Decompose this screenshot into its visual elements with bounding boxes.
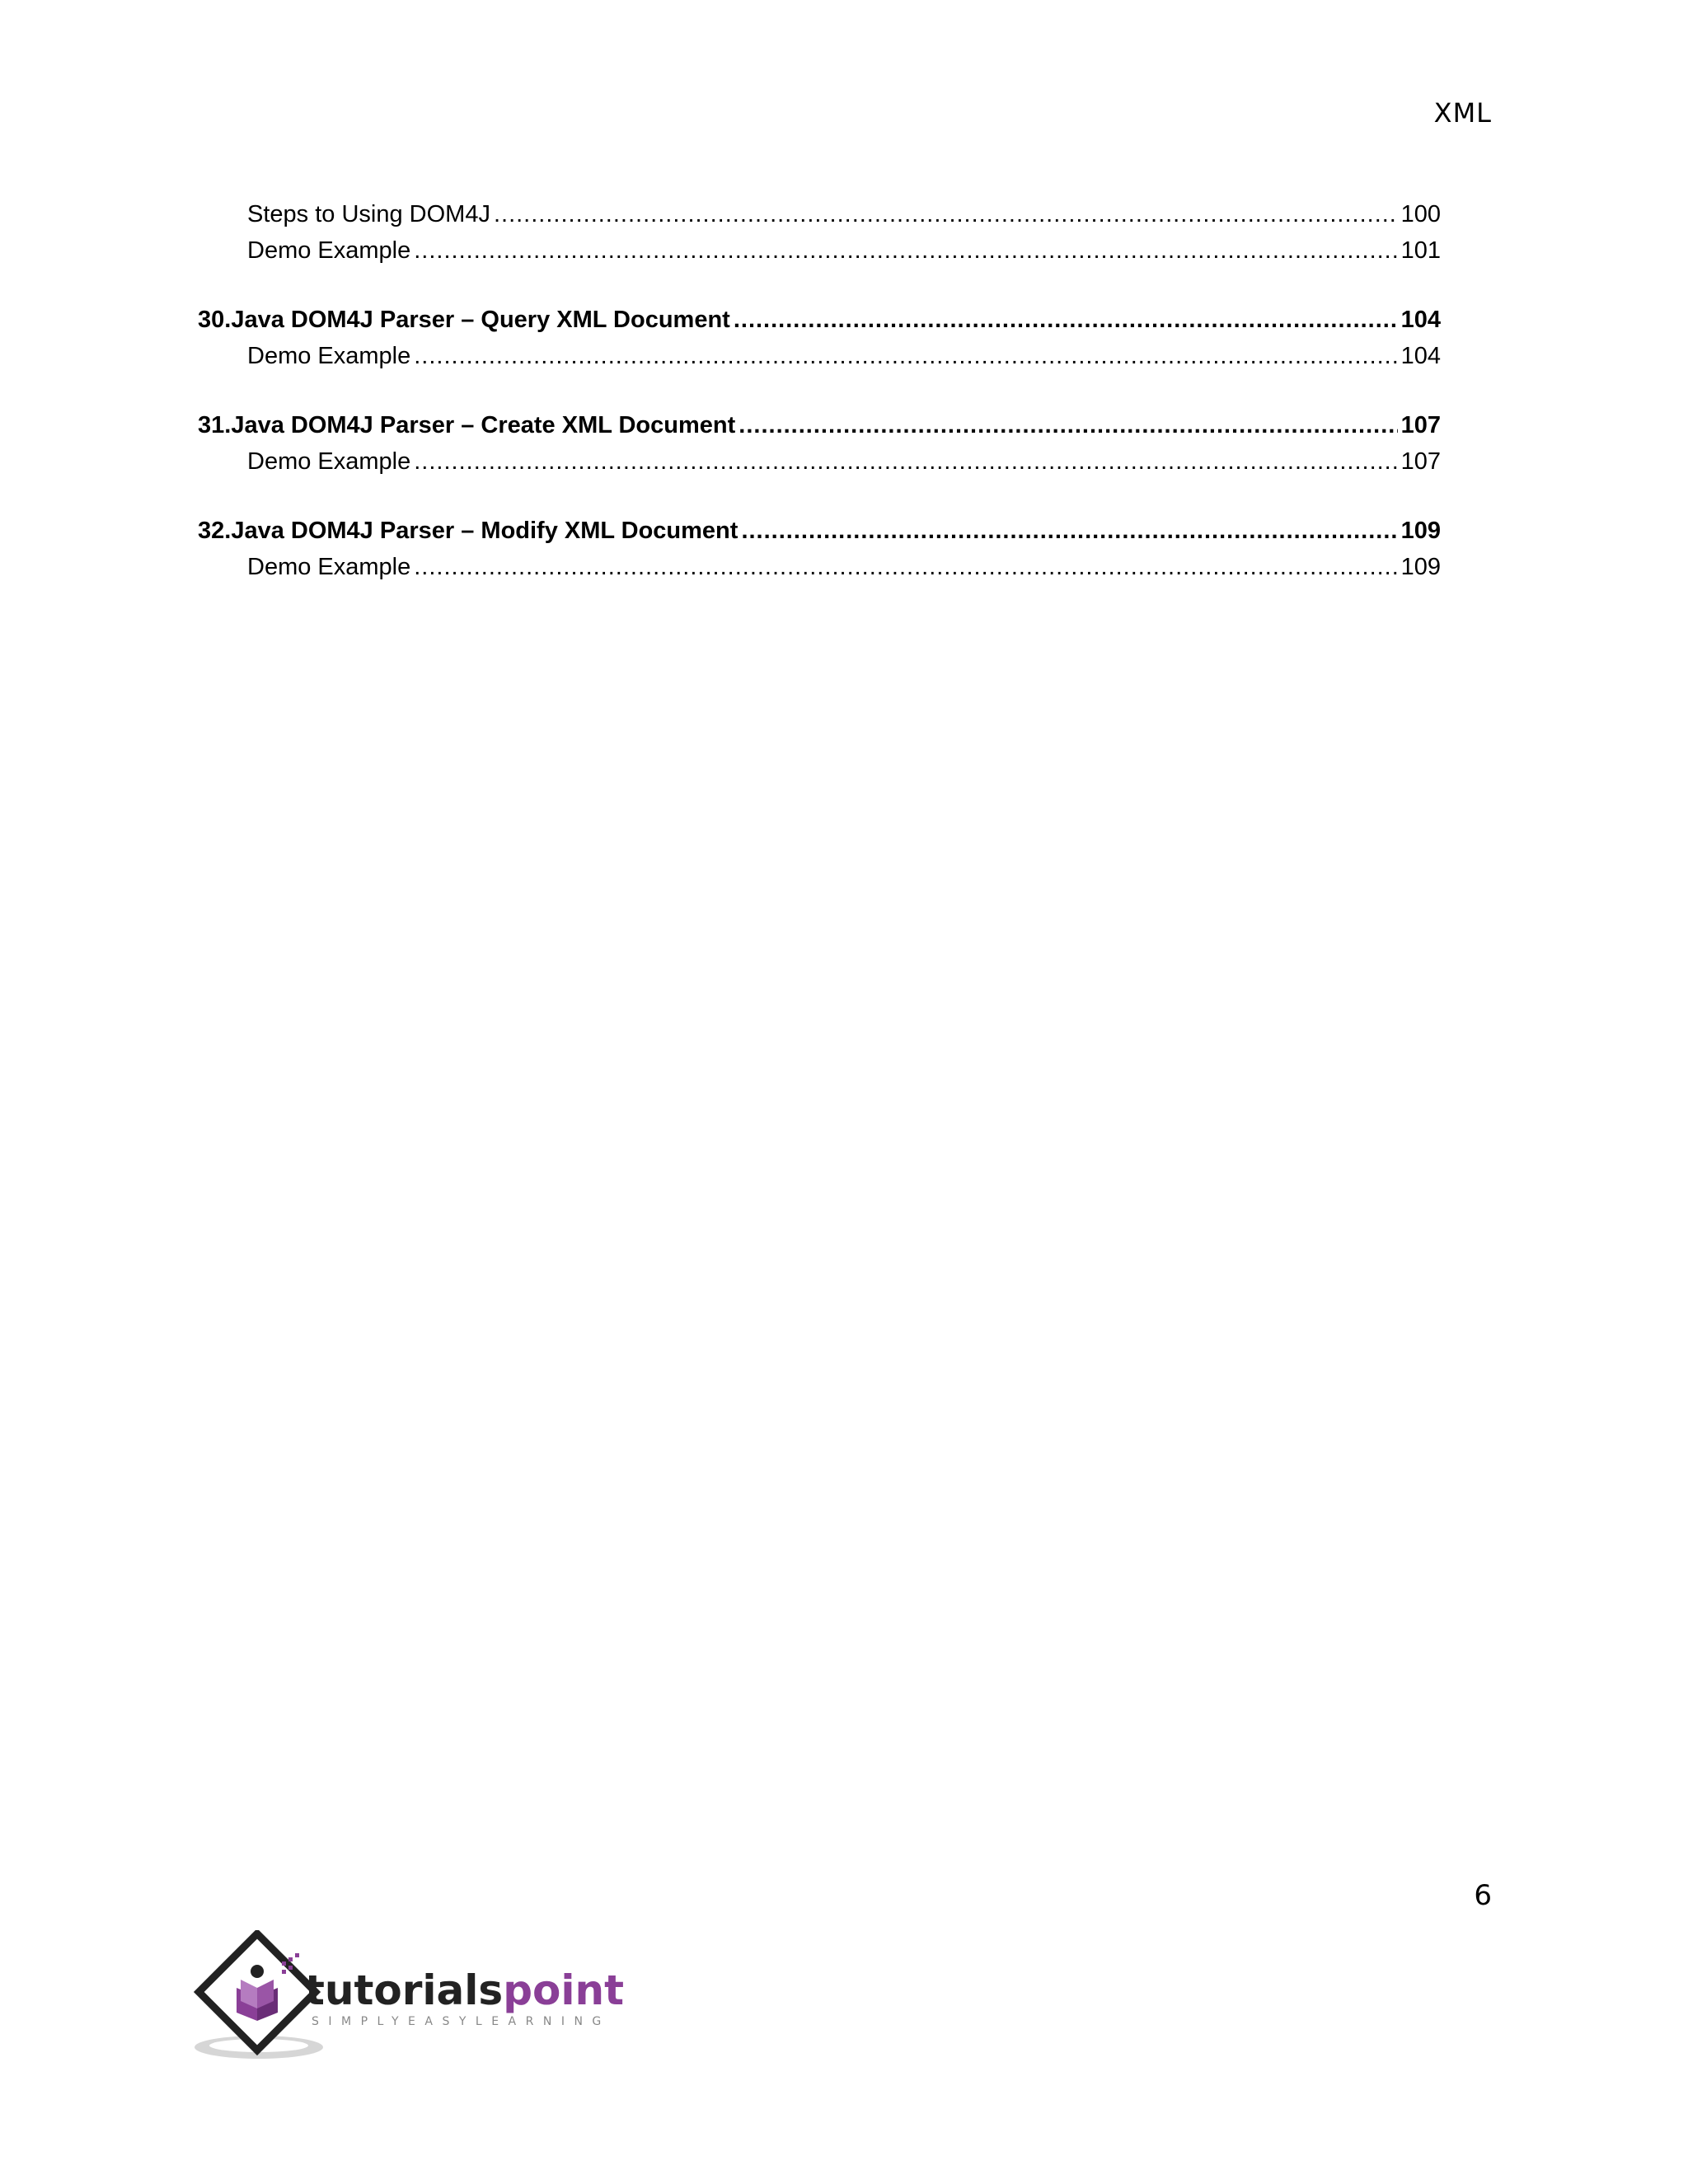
table-of-contents [198, 196, 1441, 585]
toc-chapter-number: 31. [198, 412, 232, 438]
toc-entry-title: Demo Example [247, 554, 411, 580]
toc-chapter-number: 30. [198, 307, 232, 333]
toc-chapter-title: Java DOM4J Parser – Create XML Document [231, 412, 736, 438]
toc-dot-leader [414, 549, 1397, 585]
toc-dot-leader [494, 196, 1398, 232]
logo-wordmark-accent: point [503, 1966, 624, 2014]
toc-chapter-page: 109 [1400, 518, 1441, 544]
toc-chapter-title: Java DOM4J Parser – Modify XML Document [231, 518, 738, 544]
toc-entry-title: Steps to Using DOM4J [247, 201, 490, 227]
toc-dot-leader [738, 407, 1397, 443]
toc-entry[interactable] [198, 196, 1441, 232]
toc-entry-page: 104 [1400, 343, 1441, 369]
toc-dot-leader [414, 338, 1397, 374]
page-number: 6 [1474, 1879, 1492, 1912]
toc-entry[interactable] [198, 338, 1441, 374]
tutorialspoint-logo [191, 1930, 628, 2062]
toc-chapter-title: Java DOM4J Parser – Query XML Document [231, 307, 730, 333]
toc-entry-page: 109 [1400, 554, 1441, 580]
toc-chapter-32[interactable] [198, 513, 1441, 549]
logo-wordmark-main: tutorials [305, 1966, 504, 2014]
toc-dot-leader [741, 513, 1397, 549]
toc-entry-title: Demo Example [247, 237, 411, 264]
toc-chapter-number: 32. [198, 518, 232, 544]
toc-entry-title: Demo Example [247, 343, 411, 369]
toc-entry[interactable] [198, 232, 1441, 269]
toc-dot-leader [414, 443, 1397, 480]
toc-entry-page: 100 [1400, 201, 1441, 227]
toc-entry-title: Demo Example [247, 448, 411, 475]
toc-entry[interactable] [198, 549, 1441, 585]
logo-wordmark [305, 1966, 624, 2014]
toc-entry-page: 101 [1400, 237, 1441, 264]
toc-dot-leader [734, 302, 1398, 338]
toc-chapter-page: 107 [1400, 412, 1441, 438]
toc-dot-leader [414, 232, 1397, 269]
toc-entry-page: 107 [1400, 448, 1441, 475]
page-header-title: XML [1433, 97, 1492, 129]
toc-chapter-page: 104 [1400, 307, 1441, 333]
toc-entry[interactable] [198, 443, 1441, 480]
toc-chapter-30[interactable] [198, 302, 1441, 338]
toc-chapter-31[interactable] [198, 407, 1441, 443]
logo-tagline: SIMPLYEASYLEARNING [312, 2015, 611, 2028]
